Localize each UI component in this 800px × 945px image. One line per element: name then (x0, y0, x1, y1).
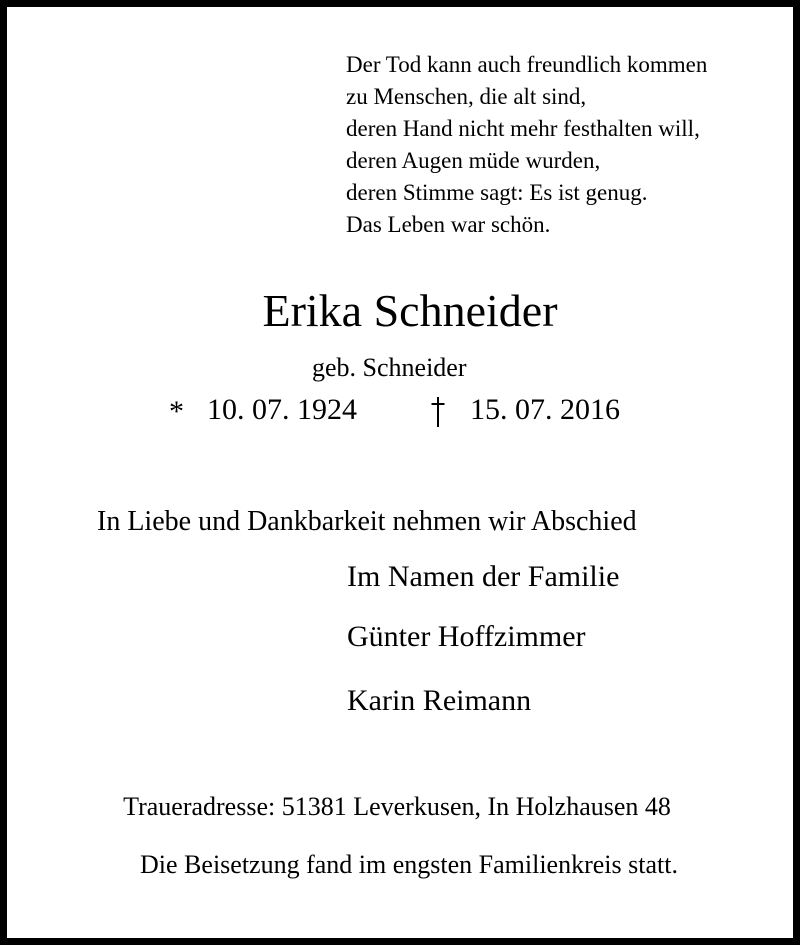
poem-line: Das Leben war schön. (346, 212, 551, 237)
birth-date: 10. 07. 1924 (207, 393, 357, 426)
death-date: 15. 07. 2016 (470, 393, 620, 426)
signer-name: Günter Hoffzimmer (347, 620, 586, 653)
poem-line: zu Menschen, die alt sind, (346, 84, 587, 109)
signer-name: Karin Reimann (347, 684, 532, 717)
poem (346, 49, 707, 241)
birth-star-icon: * (169, 395, 184, 428)
poem-line: deren Hand nicht mehr festhalten will, (346, 116, 700, 141)
burial-note-row (7, 849, 800, 881)
poem-line: deren Augen müde wurden, (346, 148, 601, 173)
mourning-address: Traueradresse: 51381 Leverkusen, In Holzhausen 48 (123, 792, 671, 821)
maiden-name: geb. Schneider (312, 353, 467, 382)
deceased-name: Erika Schneider (262, 285, 558, 336)
poem-line: Der Tod kann auch freundlich kommen (346, 52, 708, 77)
burial-note: Die Beisetzung fand im engsten Familienkreis statt. (140, 850, 678, 879)
signer-family: Im Namen der Familie (347, 560, 620, 593)
farewell-text: In Liebe und Dankbarkeit nehmen wir Abschied (97, 506, 637, 537)
poem-line: deren Stimme sagt: Es ist genug. (346, 180, 648, 205)
mourning-address-row (7, 791, 800, 823)
deceased-name-row (7, 285, 800, 337)
cross-icon (431, 391, 445, 429)
